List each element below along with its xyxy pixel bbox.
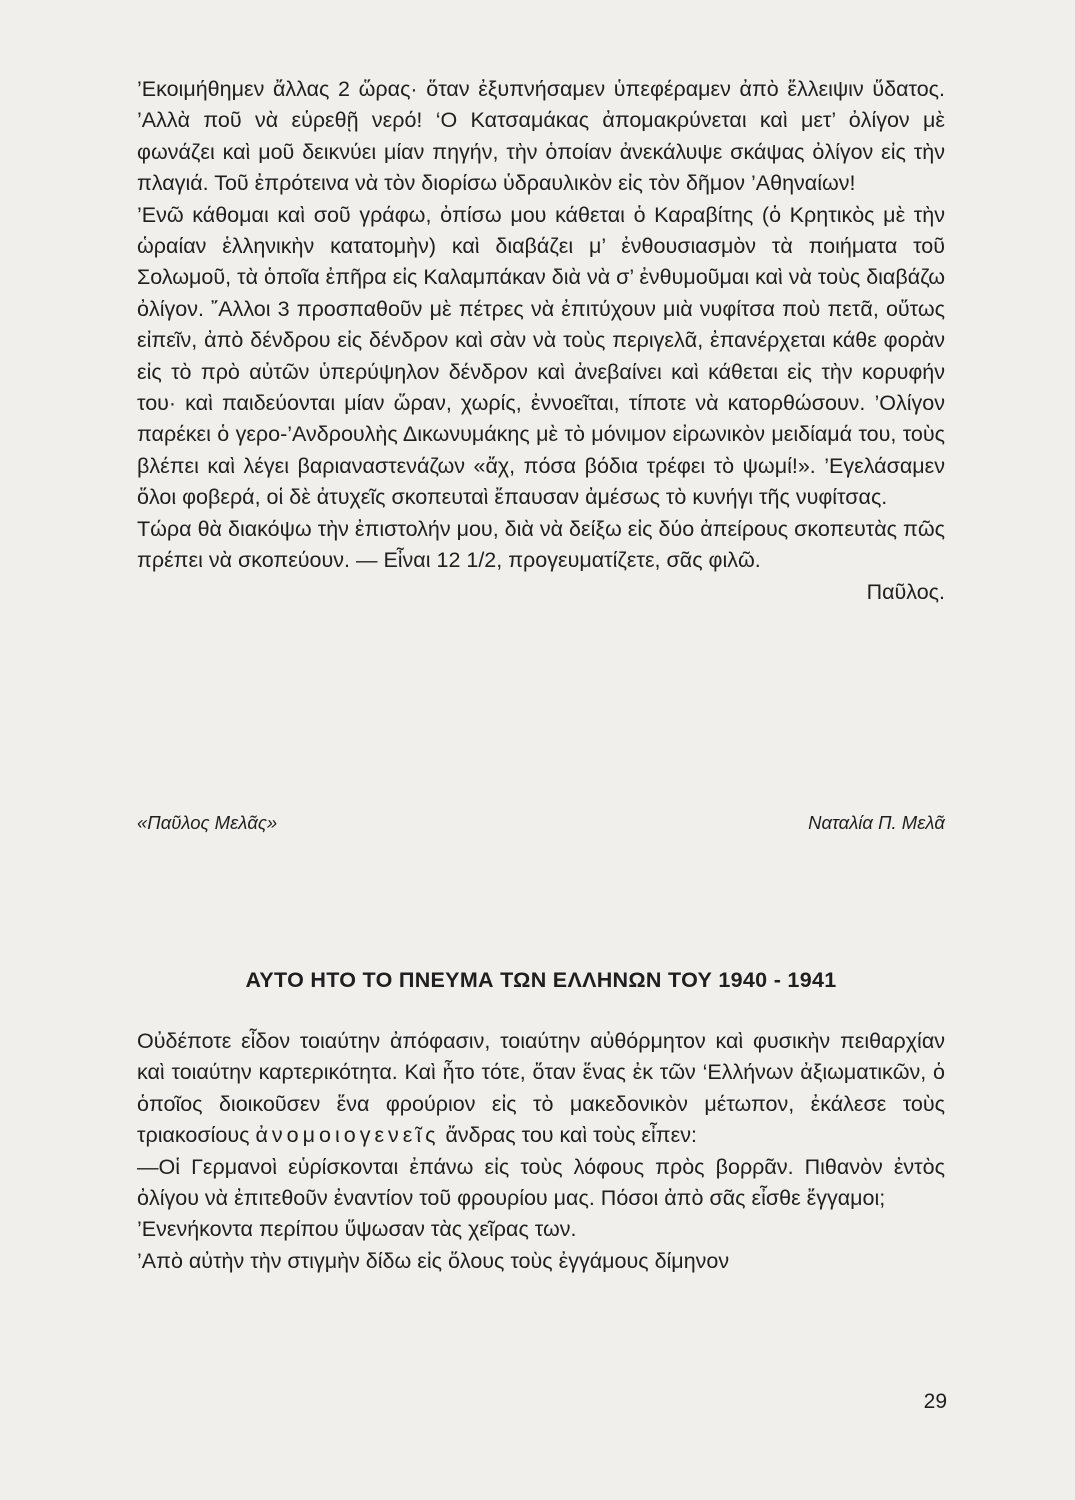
section-body	[137, 1026, 945, 1277]
section-paragraph-1-start: Οὐδέποτε εἶδον τοιαύτην ἀπόφασιν, τοιαύτην αὐθόρμητον καὶ φυσικὴν πειθαρχίαν καὶ τοιαύτην καρτερικότητα. Καὶ ἦτο τότε, ὅταν ἕνας ἐκ τῶν ‘Ελλήνων ἀξιωματικῶν, ὁ ὁποῖος διοικοῦσεν ἕνα φρούριον εἰς τὸ μακεδονικὸν μέτωπον, ἐκάλεσε τοὺς τριακοσίους	[137, 1029, 945, 1148]
section-paragraph-1	[137, 1026, 945, 1152]
spaced-word: ἀνομοιογενεῖς	[255, 1123, 440, 1148]
letter-paragraph-2: ’Ενῶ κάθομαι καὶ σοῦ γράφω, ὀπίσω μου κάθεται ὁ Καραβίτης (ὁ Κρητικὸς μὲ τὴν ὡραίαν ἑλληνικὴν κατατομὴν) καὶ διαβάζει μ’ ἐνθουσιασμὸν τὰ ποιήματα τοῦ Σολωμοῦ, τὰ ὁποῖα ἐπῆρα εἰς Καλαμπάκαν διὰ νὰ σ’ ἐνθυμοῦμαι καὶ νὰ τοὺς διαβάζω ὀλίγον. ῎Αλλοι 3 προσπαθοῦν μὲ πέτρες νὰ ἐπιτύχουν μιὰ νυφίτσα ποὺ πετᾶ, οὕτως εἰπεῖν, ἀπὸ δένδρου εἰς δένδρον καὶ σὰν νὰ τοὺς περιγελᾶ, ἐπανέρχεται κάθε φορὰν εἰς τὸ πρὸ αὐτῶν ὑπερύψηλον δένδρον καὶ ἀνεβαίνει καὶ κάθεται εἰς τὴν κορυφήν του· καὶ παιδεύονται μίαν ὥραν, χωρίς, ἐννοεῖται, τίποτε νὰ κατορθώσουν. ’Ολίγον παρέκει ὁ γερο-’Ανδρουλὴς Δικωνυμάκης μὲ τὸ μόνιμον εἰρωνικὸν μειδίαμά του, τοὺς βλέπει καὶ λέγει βαριαναστενάζων «ἄχ, πόσα βόδια τρέφει τὸ ψωμί!». ’Εγελάσαμεν ὅλοι φοβερά, οἱ δὲ ἀτυχεῖς σκοπευταὶ ἔπαυσαν ἀμέσως τὸ κυνήγι τῆς νυφίτσας.	[137, 202, 945, 510]
credit-source: «Παῦλος Μελᾶς»	[137, 812, 278, 833]
letter-paragraph-1: ’Εκοιμήθημεν ἄλλας 2 ὥρας· ὅταν ἐξυπνήσαμεν ὑπεφέραμεν ἀπὸ ἔλλειψιν ὕδατος. ’Αλλὰ ποῦ νὰ εὑρεθῇ νερό! ‘Ο Κατσαμάκας ἀπομακρύνεται καὶ μετ’ ὀλίγον μὲ φωνάζει καὶ μοῦ δεικνύει μίαν πηγήν, τὴν ὁποίαν ἀνεκάλυψε σκάψας ὀλίγον εἰς τὴν πλαγιά. Τοῦ ἐπρότεινα νὰ τὸν διορίσω ὑδραυλικὸν εἰς τὸν δῆμον ’Αθηναίων!	[137, 77, 945, 196]
letter-paragraph-3: Τώρα θὰ διακόψω τὴν ἐπιστολήν μου, διὰ νὰ δείξω εἰς δύο ἀπείρους σκοπευτὰς πῶς πρέπει νὰ σκοπεύουν. — Εἶναι 12 1/2, προγευματίζετε, σᾶς φιλῶ.	[137, 516, 945, 573]
section-paragraph-3: ’Ενενήκοντα περίπου ὕψωσαν τὰς χεῖρας των.	[137, 1217, 577, 1242]
section-paragraph-4: ’Απὸ αὐτὴν τὴν στιγμὴν δίδω εἰς ὅλους τοὺς ἐγγάμους δίμηνον	[137, 1248, 730, 1273]
letter-body	[137, 74, 945, 608]
section-heading: ΑΥΤΟ ΗΤΟ ΤΟ ΠΝΕΥΜΑ ΤΩΝ ΕΛΛΗΝΩΝ ΤΟΥ 1940 - 1941	[245, 968, 837, 992]
section-paragraph-2: —Οἱ Γερμανοὶ εὑρίσκονται ἐπάνω εἰς τοὺς λόφους πρὸς βορρᾶν. Πιθανὸν ἐντὸς ὀλίγου νὰ ἐπιτεθοῦν ἐναντίον τοῦ φρουρίου μας. Πόσοι ἀπὸ σᾶς εἶσθε ἔγγαμοι;	[137, 1154, 945, 1211]
letter-signature: Παῦλος.	[866, 579, 945, 604]
section-paragraph-1-end: ἄνδρας του καὶ τοὺς εἶπεν:	[439, 1123, 697, 1148]
credits-line	[137, 812, 945, 834]
credit-author: Ναταλία Π. Μελᾶ	[808, 812, 945, 833]
page-number: 29	[923, 1390, 947, 1413]
